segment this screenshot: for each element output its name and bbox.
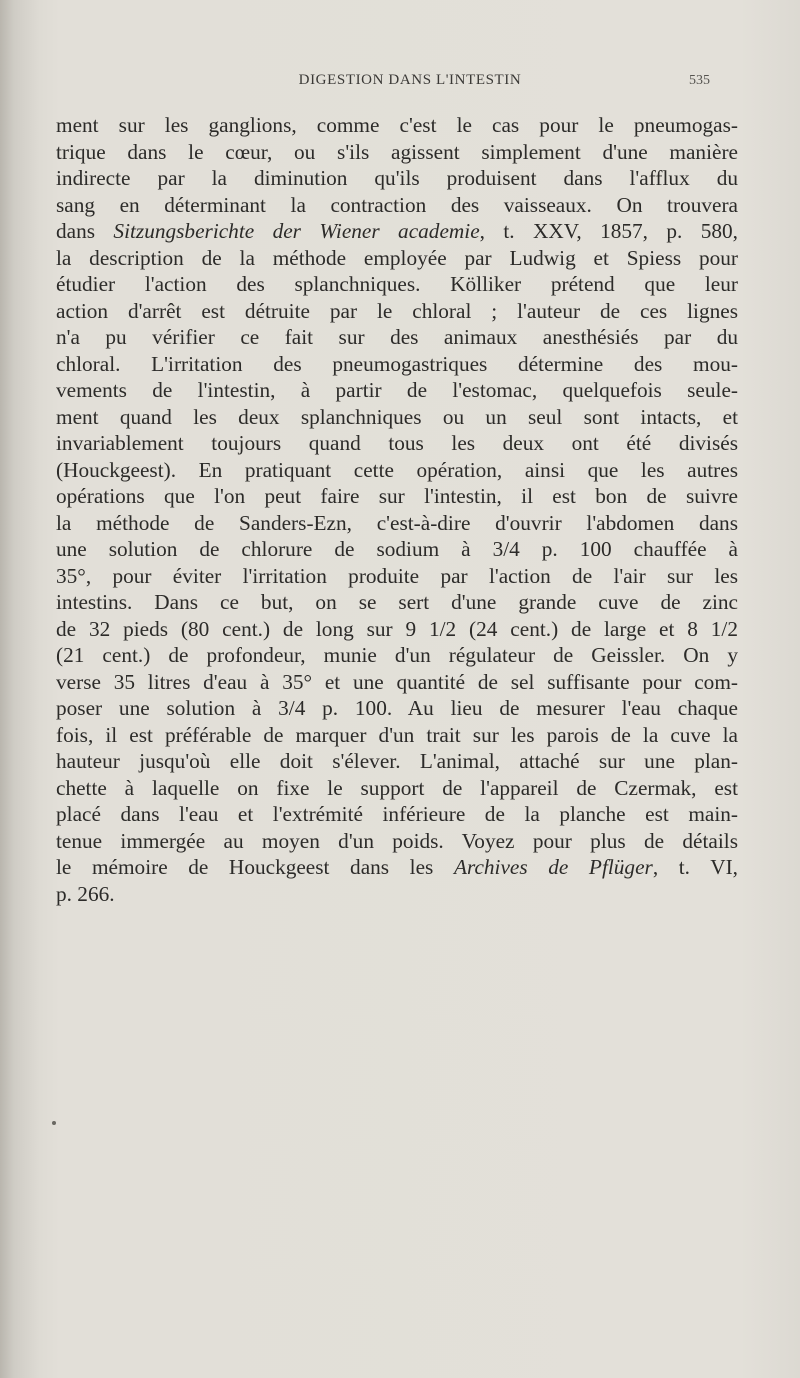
page-number: 535 bbox=[689, 73, 710, 88]
italic-title: Archives de Pflüger bbox=[453, 855, 653, 879]
page-header bbox=[0, 72, 800, 96]
text-segment: , t. XXV, 1857, p. 580, bbox=[479, 219, 738, 243]
text-line: opérations que l'on peut faire sur l'intestin, il est bon de suivre bbox=[56, 484, 738, 508]
text-line: p. 266. bbox=[56, 881, 115, 906]
text-line: vements de l'intestin, à partir de l'estomac, quelquefois seule- bbox=[56, 378, 738, 402]
text-line: 35°, pour éviter l'irritation produite par l'action de l'air sur les bbox=[56, 563, 738, 588]
text-segment: dans bbox=[56, 219, 114, 243]
text-line: fois, il est préférable de marquer d'un trait sur les parois de la cuve la bbox=[56, 722, 738, 747]
text-line: n'a pu vérifier ce fait sur des animaux anesthésiés par du bbox=[56, 325, 738, 349]
text-line: chloral. L'irritation des pneumogastriques détermine des mou- bbox=[56, 351, 738, 376]
text-line: chette à laquelle on fixe le support de l'appareil de Czermak, est bbox=[56, 775, 738, 800]
running-title: DIGESTION DANS L'INTESTIN bbox=[298, 72, 522, 88]
text-line: invariablement toujours quand tous les deux ont été divisés bbox=[56, 431, 738, 455]
text-segment: , t. VI, bbox=[652, 855, 738, 879]
text-line: action d'arrêt est détruite par le chloral ; l'auteur de ces lignes bbox=[56, 298, 738, 323]
text-line: (Houckgeest). En pratiquant cette opération, ainsi que les autres bbox=[56, 457, 738, 482]
text-line: hauteur jusqu'où elle doit s'élever. L'animal, attaché sur une plan- bbox=[56, 749, 738, 773]
text-line: ment sur les ganglions, comme c'est le cas pour le pneumogas- bbox=[56, 113, 738, 137]
text-line: tenue immergée au moyen d'un poids. Voyez pour plus de détails bbox=[56, 828, 738, 853]
text-line: verse 35 litres d'eau à 35° et une quantité de sel suffisante pour com- bbox=[56, 669, 738, 694]
text-line: la méthode de Sanders-Ezn, c'est-à-dire d'ouvrir l'abdomen dans bbox=[56, 510, 738, 535]
text-line: la description de la méthode employée par Ludwig et Spiess pour bbox=[56, 245, 738, 270]
body-paragraph bbox=[56, 112, 738, 907]
text-line: (21 cent.) de profondeur, munie d'un régulateur de Geissler. On y bbox=[56, 643, 738, 667]
text-line bbox=[56, 218, 738, 245]
text-line: intestins. Dans ce but, on se sert d'une grande cuve de zinc bbox=[56, 590, 738, 614]
text-line: de 32 pieds (80 cent.) de long sur 9 1/2 (24 cent.) de large et 8 1/2 bbox=[56, 616, 738, 641]
text-line: étudier l'action des splanchniques. Kölliker prétend que leur bbox=[56, 272, 738, 296]
text-line: indirecte par la diminution qu'ils produisent dans l'afflux du bbox=[56, 166, 738, 190]
text-segment: le mémoire de Houckgeest dans les bbox=[56, 855, 454, 879]
text-line: une solution de chlorure de sodium à 3/4 p. 100 chauffée à bbox=[56, 537, 738, 561]
paper-speck bbox=[52, 1121, 56, 1125]
text-line: poser une solution à 3/4 p. 100. Au lieu de mesurer l'eau chaque bbox=[56, 696, 738, 720]
text-line bbox=[56, 854, 738, 881]
text-line: trique dans le cœur, ou s'ils agissent simplement d'une manière bbox=[56, 139, 738, 164]
text-line: ment quand les deux splanchniques ou un seul sont intacts, et bbox=[56, 404, 738, 429]
text-line: placé dans l'eau et l'extrémité inférieure de la planche est main- bbox=[56, 802, 738, 826]
text-line: sang en déterminant la contraction des vaisseaux. On trouvera bbox=[56, 192, 738, 217]
italic-title: Sitzungsberichte der Wiener academie bbox=[113, 219, 480, 243]
